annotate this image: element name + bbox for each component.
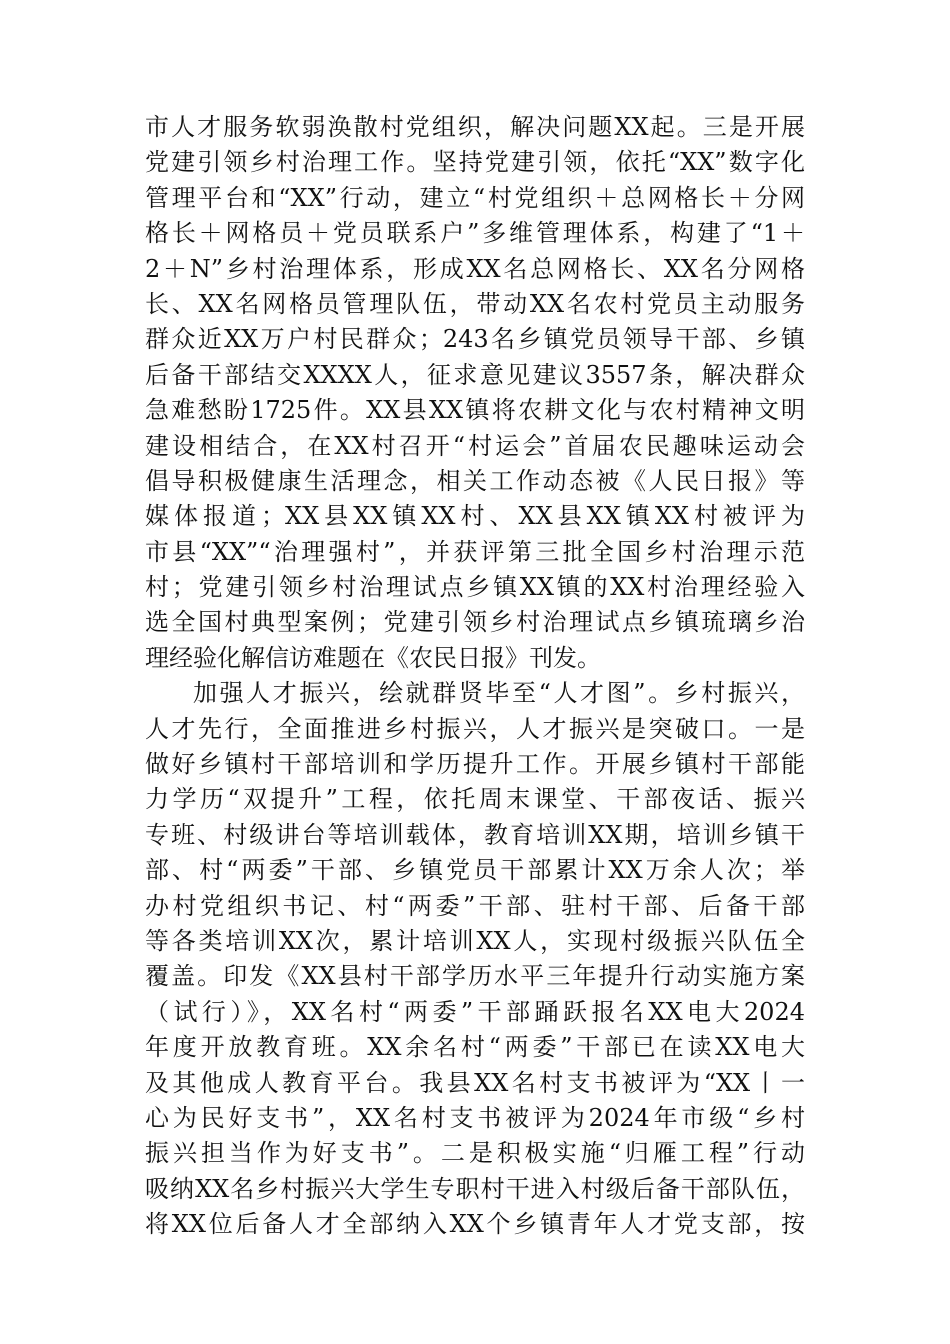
text-line: 将XX位后备人才全部纳入XX个乡镇青年人才党支部，按 bbox=[145, 1210, 805, 1239]
text-line: 及其他成人教育平台。我县XX名村支书被评为“XX丨一 bbox=[145, 1068, 805, 1097]
text-line: 群众近XX万户村民群众；243名乡镇党员领导干部、乡镇 bbox=[145, 325, 805, 354]
text-line: 市县“XX”“治理强村”，并获评第三批全国乡村治理示范 bbox=[145, 537, 805, 566]
text-line: 吸纳XX名乡村振兴大学生专职村干进入村级后备干部队伍， bbox=[145, 1174, 805, 1203]
text-line: 等各类培训XX次，累计培训XX人，实现村级振兴队伍全 bbox=[145, 926, 805, 955]
text-line: 媒体报道；XX县XX镇XX村、XX县XX镇XX村被评为 bbox=[145, 502, 805, 531]
text-line: 市人才服务软弱涣散村党组织，解决问题XX起。三是开展 bbox=[145, 113, 805, 141]
text-line: 振兴担当作为好支书”。二是积极实施“归雁工程”行动 bbox=[145, 1139, 805, 1168]
text-line: 选全国村典型案例；党建引领乡村治理试点乡镇琉璃乡治 bbox=[145, 608, 805, 637]
text-line: 覆盖。印发《XX县村干部学历水平三年提升行动实施方案 bbox=[145, 962, 805, 991]
text-line: 倡导积极健康生活理念，相关工作动态被《人民日报》等 bbox=[145, 466, 805, 495]
text-line: 做好乡镇村干部培训和学历提升工作。开展乡镇村干部能 bbox=[145, 750, 805, 779]
text-line: 急难愁盼1725件。XX县XX镇将农耕文化与农村精神文明 bbox=[145, 396, 805, 425]
text-line: 党建引领乡村治理工作。坚持党建引领，依托“XX”数字化 bbox=[145, 148, 805, 177]
text-line: 年度开放教育班。XX余名村“两委”干部已在读XX电大 bbox=[145, 1033, 805, 1062]
text-line: 力学历“双提升”工程，依托周末课堂、干部夜话、振兴 bbox=[145, 785, 805, 814]
text-line: （试行）》，XX名村“两委”干部踊跃报名XX电大2024 bbox=[145, 997, 805, 1026]
text-line: 办村党组织书记、村“两委”干部、驻村干部、后备干部 bbox=[145, 891, 805, 920]
text-line: 格长＋网格员＋党员联系户”多维管理体系，构建了“1＋ bbox=[145, 219, 805, 248]
text-line: 部、村“两委”干部、乡镇党员干部累计XX万余人次；举 bbox=[145, 856, 805, 885]
text-line: 建设相结合，在XX村召开“村运会”首届农民趣味运动会 bbox=[145, 431, 805, 460]
text-line: 村；党建引领乡村治理试点乡镇XX镇的XX村治理经验入 bbox=[145, 573, 805, 602]
text-line: 后备干部结交XXXX人，征求意见建议3557条，解决群众 bbox=[145, 360, 805, 389]
text-line: 专班、村级讲台等培训载体，教育培训XX期，培训乡镇干 bbox=[145, 820, 805, 849]
body-text bbox=[145, 110, 805, 1243]
text-line: 2＋N”乡村治理体系，形成XX名总网格长、XX名分网格 bbox=[145, 254, 805, 283]
text-line: 管理平台和“XX”行动，建立“村党组织＋总网格长＋分网 bbox=[145, 183, 805, 212]
text-line: 长、XX名网格员管理队伍，带动XX名农村党员主动服务 bbox=[145, 289, 805, 318]
text-line: 人才先行，全面推进乡村振兴，人才振兴是突破口。一是 bbox=[145, 714, 805, 743]
text-line: 心为民好支书”，XX名村支书被评为2024年市级“乡村 bbox=[145, 1103, 805, 1132]
paragraph-end-line: 理经验化解信访难题在《农民日报》刊发。 bbox=[145, 643, 601, 672]
paragraph-start-line: 加强人才振兴，绘就群贤毕至“人才图”。乡村振兴， bbox=[193, 679, 805, 708]
